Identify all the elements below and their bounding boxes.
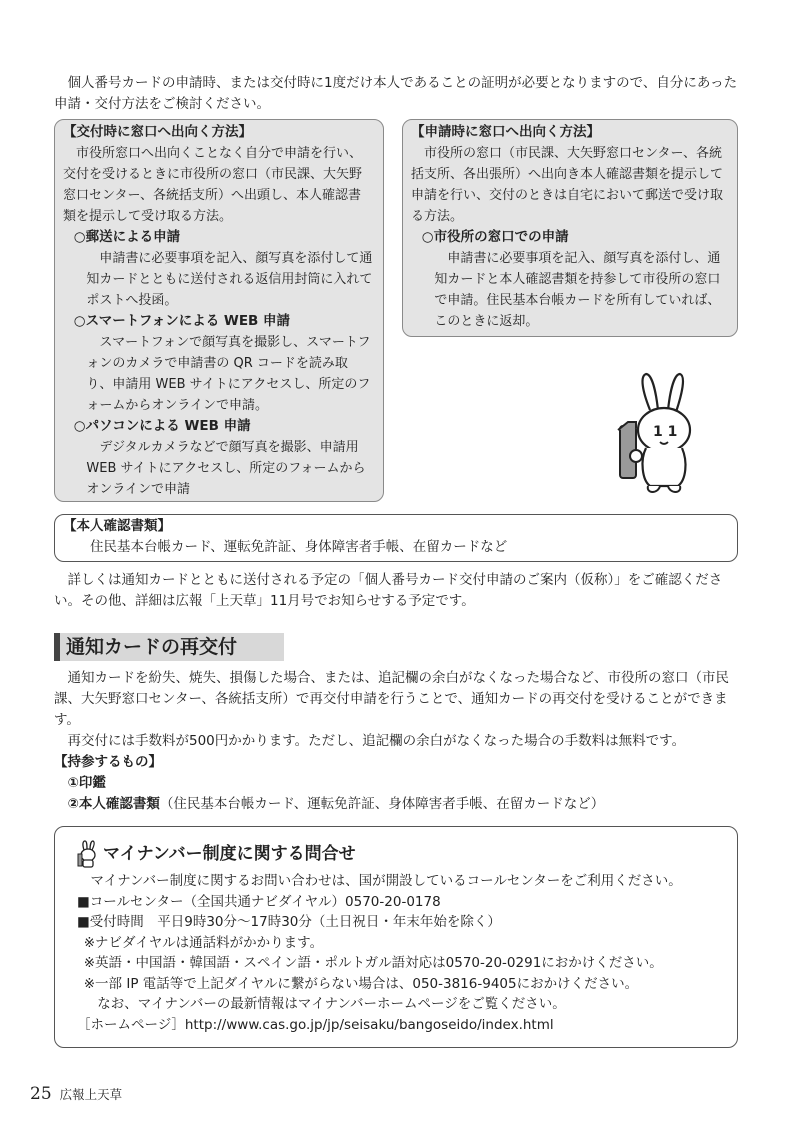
mynumber-mascot [612, 370, 712, 500]
bring-item-id-label: ②本人確認書類 [67, 796, 160, 812]
bring-title: 【持参するもの】 [54, 754, 162, 770]
note-ip-phone: ※一部 IP 電話等で上記ダイヤルに繋がらない場合は、050-3816-9405におかけください。 [83, 975, 639, 992]
rabbit-mascot-icon [612, 370, 712, 500]
method-smartphone-title: ○スマートフォンによる WEB 申請 [73, 313, 291, 329]
homepage-line [77, 1015, 723, 1036]
box-right-title: 【申請時に窓口へ出向く方法】 [411, 124, 600, 140]
reissue-p1: 通知カードを紛失、焼失、損傷した場合、または、追記欄の余白がなくなった場合など、市役所の窓口（市民課、大矢野窓口センター、各統括支所）で再交付申請を行うことで、通知カードの再交付を受けることができます。 [54, 670, 729, 728]
rabbit-mascot-small-icon [77, 840, 99, 868]
method-counter-text: 申請書に必要事項を記入、顔写真を添付し、通知カードと本人確認書類を持参して市役所の窓口で申請。住民基本台帳カードを所有していれば、このときに返却。 [434, 251, 721, 329]
box-left-title: 【交付時に窓口へ出向く方法】 [63, 124, 252, 140]
note-languages: ※英語・中国語・韓国語・スペイン語・ポルトガル語対応は0570-20-0291におかけください。 [83, 955, 663, 971]
intro-paragraph: 個人番号カードの申請時、または交付時に1度だけ本人であることの証明が必要となりますので、自分にあった申請・交付方法をご検討ください。 [54, 75, 738, 112]
hours-line: ■受付時間 平日9時30分～17時30分（土日祝日・年末年始を除く） [77, 914, 501, 930]
reissue-p2: 再交付には手数料が500円かかります。ただし、追記欄の余白がなくなった場合の手数料は無料です。 [67, 733, 686, 749]
box-apply-at-counter [402, 119, 738, 337]
contact-header [77, 839, 723, 869]
bring-item-id [54, 794, 744, 815]
contact-intro: マイナンバー制度に関するお問い合わせは、国が開設しているコールセンターをご利用ください。 [90, 873, 682, 889]
id-box-title: 【本人確認書類】 [63, 518, 171, 534]
method-pc-text: デジタルカメラなどで顔写真を撮影、申請用 WEB サイトにアクセスし、所定のフォームからオンラインで申請 [86, 440, 366, 497]
homepage-url[interactable]: http://www.cas.go.jp/jp/seisaku/bangoseido/index.html [184, 1016, 554, 1033]
method-smartphone-text: スマートフォンで顔写真を撮影し、スマートフォンのカメラで申請書の QR コードを読み取り、申請用 WEB サイトにアクセスし、所定のフォームからオンラインで申請。 [86, 335, 371, 413]
box-left-desc: 市役所窓口へ出向くことなく自分で申請を行い、交付を受けるときに市役所の窓口（市民課、大矢野窓口センター、各統括支所）へ出頭し、本人確認書類を提示して受け取る方法。 [63, 146, 363, 224]
id-box-text: 住民基本台帳カード、運転免許証、身体障害者手帳、在留カードなど [90, 539, 508, 555]
contact-title: マイナンバー制度に関する問合せ [103, 843, 356, 864]
bring-item-seal: ①印鑑 [67, 775, 106, 791]
note-website: なお、マイナンバーの最新情報はマイナンバーホームページをご覧ください。 [97, 996, 566, 1012]
mascot-eyes: 1 1 [653, 424, 678, 440]
method-pc-title: ○パソコンによる WEB 申請 [73, 418, 251, 434]
reissue-heading-bar [54, 633, 284, 661]
box-right-desc: 市役所の窓口（市民課、大矢野窓口センター、各統括支所、各出張所）へ出向き本人確認書類を提示して申請を行い、交付のときは自宅において郵送で受け取る方法。 [411, 146, 724, 224]
method-mail-title: ○郵送による申請 [73, 229, 181, 245]
page-footer [30, 1084, 122, 1105]
reissue-heading: 通知カードの再交付 [66, 636, 238, 658]
note-navi-dial: ※ナビダイヤルは通話料がかかります。 [83, 934, 324, 951]
homepage-label: ［ホームページ］ [77, 1016, 185, 1033]
reissue-section [54, 668, 744, 815]
box-collect-at-counter [54, 119, 384, 502]
method-mail-text: 申請書に必要事項を記入、顔写真を添付して通知カードとともに送付される返信用封筒に入れてポストへ投函。 [86, 251, 373, 308]
details-paragraph: 詳しくは通知カードとともに送付される予定の「個人番号カード交付申請のご案内（仮称）」をご確認ください。その他、詳細は広報「上天草」11月号でお知らせする予定です。 [54, 572, 723, 609]
id-documents-box [54, 514, 738, 562]
call-center-line: ■コールセンター（全国共通ナビダイヤル）0570-20-0178 [77, 893, 441, 910]
publication-name: 広報上天草 [59, 1087, 123, 1102]
contact-box [54, 826, 738, 1048]
method-counter-title: ○市役所の窓口での申請 [421, 229, 569, 245]
bring-item-id-detail: （住民基本台帳カード、運転免許証、身体障害者手帳、在留カードなど） [159, 796, 605, 812]
contact-body [77, 871, 723, 1035]
page-number: 25 [30, 1084, 52, 1104]
